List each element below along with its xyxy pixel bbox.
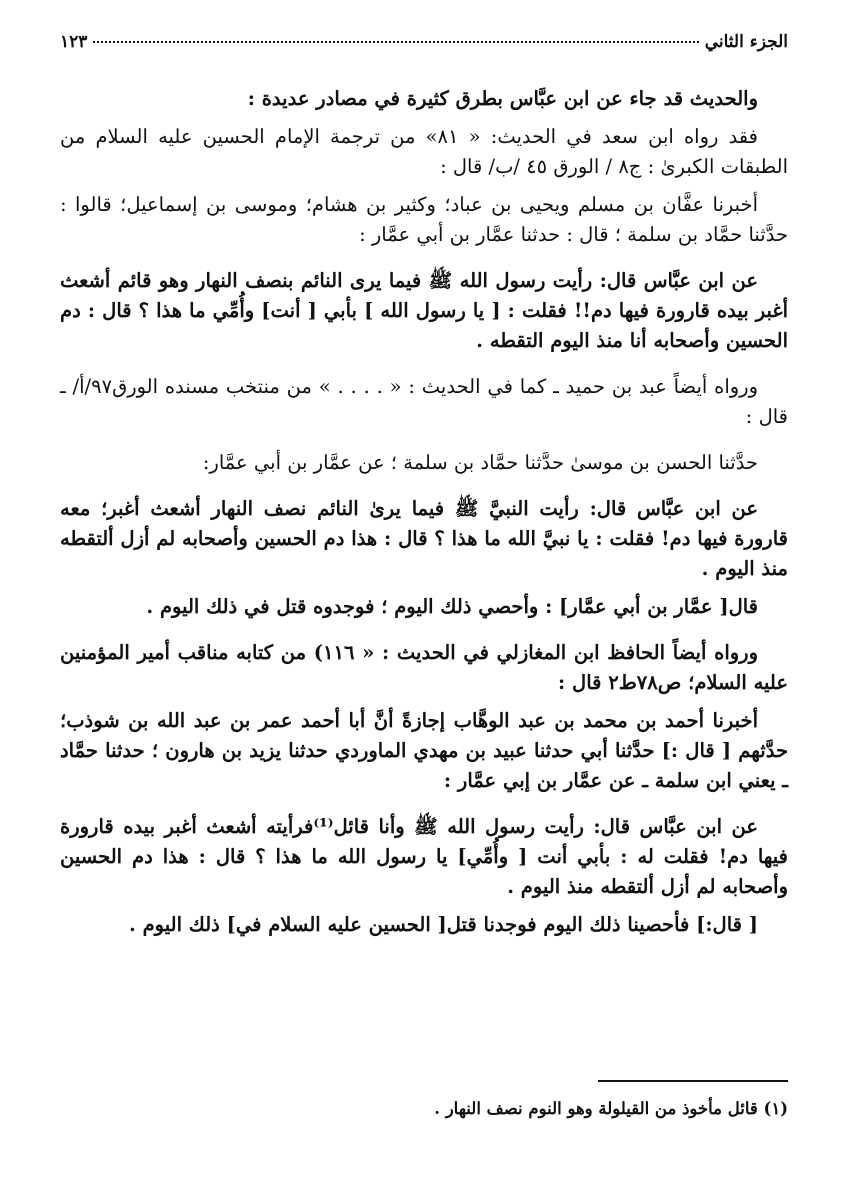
running-header <box>60 32 788 58</box>
footnote-separator <box>598 1080 788 1082</box>
paragraph-hadith-3: عن ابن عبَّاس قال: رأيت رسول الله ﷺ وأنا قائل⁽¹⁾فرأيته أشعث أغبر بيده قارورة فيها دم! فقلت له : بأبي أنت [ وأُمِّي] يا رسول الله ما هذا ؟ قال : هذا دم الحسين وأصحابه لم أزل ألتقطه منذ اليوم . <box>60 815 788 898</box>
paragraph-isnad-ibn-maghazili: أخبرنا أحمد بن محمد بن عبد الوهَّاب إجازةً أنَّ أبا أحمد عمر بن عبد الله بن شوذب؛ حدَّثهم [ قال :] حدَّثنا أبي حدثنا عبيد بن مهدي الماوردي حدثنا يزيد بن هارون ؛ حدثنا حمَّاد ـ يعني ابن سلمة ـ عن عمَّار بن إبي عمَّار : <box>60 709 788 792</box>
paragraph-source-ibn-saad: فقد رواه ابن سعد في الحديث: « ٨١» من ترجمة الإمام الحسين عليه السلام من الطبقات الكبرىٰ : ج٨ / الورق ٤٥ /ب/ قال : <box>60 125 788 178</box>
paragraph-closing: [ قال:] فأحصينا ذلك اليوم فوجدنا قتل[ الحسين عليه السلام في] ذلك اليوم . <box>129 913 758 936</box>
paragraph-hadith-1: عن ابن عبَّاس قال: رأيت رسول الله ﷺ فيما يرى النائم بنصف النهار وهو قائم أشعث أغبر بيده قارورة فيها دم!! فقلت : [ يا رسول الله ] بأبي [ أنت] وأُمِّي ما هذا ؟ قال : دم الحسين وأصحابه أنا منذ اليوم التقطه . <box>60 269 788 352</box>
dotted-leader <box>93 41 698 43</box>
paragraph-hadith-2: عن ابن عبَّاس قال: رأيت النبيَّ ﷺ فيما يرىٰ النائم نصف النهار أشعث أغبر؛ معه قارورة فيها دم! فقلت : يا نبيَّ الله ما هذا ؟ قال : هذا دم الحسين وأصحابه لم أزل ألتقطه منذ اليوم . <box>60 497 788 580</box>
volume-title: الجزء الثاني <box>704 32 788 52</box>
page-number: ١٢٣ <box>60 32 88 52</box>
book-page <box>60 0 788 1204</box>
paragraph-source-ibn-maghazili: ورواه أيضاً الحافظ ابن المغازلي في الحديث : « ١١٦) من كتابه مناقب أمير المؤمنين عليه السلام؛ ص٧٨ط٢ قال : <box>60 641 788 694</box>
paragraph-isnad-abd-bin-humaid: حدَّثنا الحسن بن موسىٰ حدَّثنا حمَّاد بن سلمة ؛ عن عمَّار بن أبي عمَّار: <box>202 451 758 474</box>
footnote-text: (١) قائل مأخوذ من القيلولة وهو النوم نصف النهار . <box>434 1099 788 1118</box>
paragraph-isnad-ibn-saad: أخبرنا عفَّان بن مسلم ويحيى بن عباد؛ وكثير بن هشام؛ وموسى بن إسماعيل؛ قالوا : حدَّثنا حمَّاد بن سلمة ؛ قال : حدثنا عمَّار بن أبي عمَّار : <box>60 193 788 246</box>
paragraph-source-abd-bin-humaid: ورواه أيضاً عبد بن حميد ـ كما في الحديث : « . . . . » من منتخب مسنده الورق٩٧/أ/ ـ قال : <box>60 375 788 428</box>
paragraph-ammar-note: قال[ عمَّار بن أبي عمَّار] : وأحصي ذلك اليوم ؛ فوجدوه قتل في ذلك اليوم . <box>146 595 758 618</box>
paragraph-intro: والحديث قد جاء عن ابن عبَّاس بطرق كثيرة في مصادر عديدة : <box>247 87 758 110</box>
main-text <box>60 84 788 948</box>
